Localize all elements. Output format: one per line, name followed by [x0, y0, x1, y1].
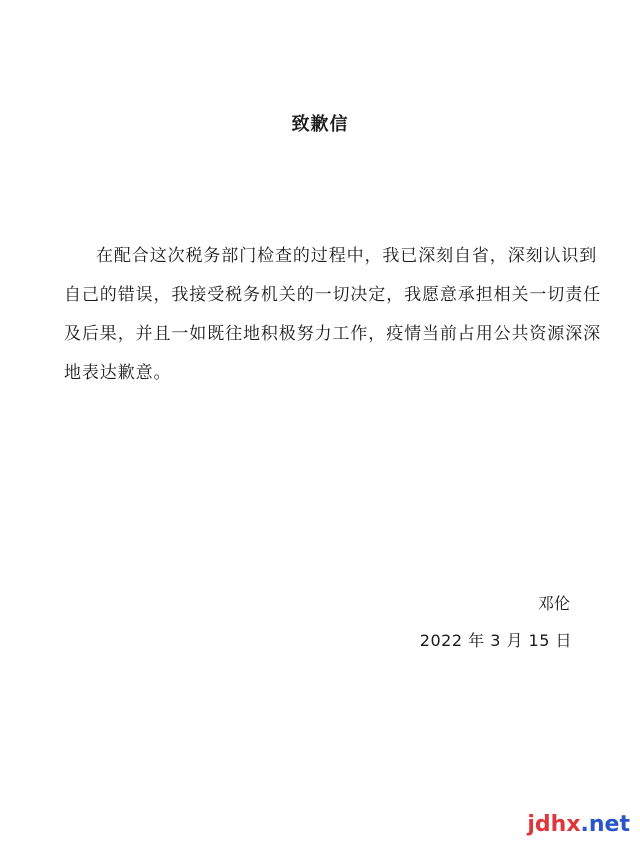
letter-date: 2022 年 3 月 15 日 — [419, 631, 572, 650]
letter-line-3: 及后果，并且一如既往地积极努力工作，疫情当前占用公共资源深深 — [64, 324, 601, 344]
watermark-domain: .net — [580, 812, 630, 837]
letter-line-1: 在配合这次税务部门检查的过程中，我已深刻自省，深刻认识到 — [96, 246, 598, 266]
letter-line-4: 地表达歉意。 — [64, 363, 172, 383]
letter-line-2: 自己的错误，我接受税务机关的一切决定，我愿意承担相关一切责任 — [64, 285, 601, 305]
watermark-name: jdhx — [527, 812, 581, 837]
site-watermark — [527, 812, 630, 837]
letter-title: 致歉信 — [291, 114, 349, 135]
letter-signature: 邓伦 — [537, 594, 570, 613]
